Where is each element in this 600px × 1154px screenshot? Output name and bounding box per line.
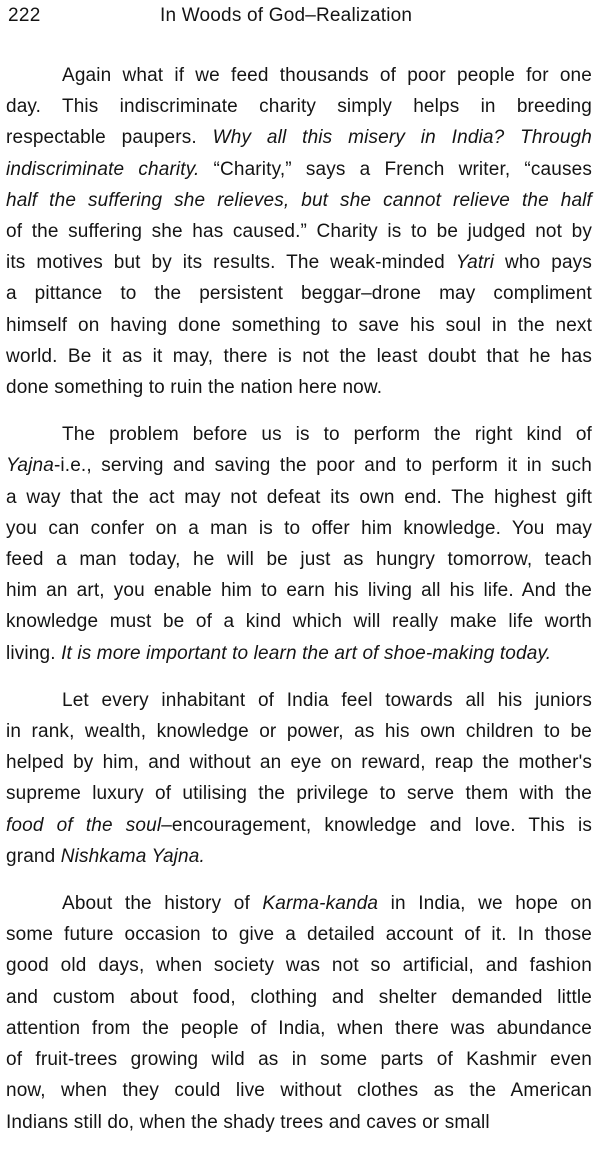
text-segment: and custom about food, clothing and shelter demanded little [6,986,592,1008]
text-segment: attention from the people of India, when there was abundance [6,1017,592,1039]
text-line [6,982,592,1013]
page-header [8,4,592,28]
text-line [6,91,592,122]
paragraph [6,685,592,872]
text-line [6,1075,592,1106]
text-line [6,60,592,91]
text-segment: “Charity,” says a French writer, “causes [199,158,593,180]
text-segment: supreme luxury of utilising the privilege to serve them with the [6,783,592,805]
text-segment: respectable paupers. [6,127,213,149]
text-segment: who pays [494,252,592,274]
text-line [6,778,592,809]
text-line [6,638,592,669]
text-line [6,575,592,606]
text-line [6,1013,592,1044]
italic-text: Karma-kanda [262,893,379,915]
text-line [6,888,592,919]
text-segment: him an art, you enable him to earn his living all his life. And the [6,580,592,602]
text-segment: some future occasion to give a detailed account of it. In those [6,924,592,946]
text-segment: of fruit-trees growing wild as in some parts of Kashmir even [6,1049,592,1071]
text-segment: knowledge must be of a kind which will really make life worth [6,611,592,633]
text-line [6,919,592,950]
page-number: 222 [8,5,41,26]
text-line [6,841,592,872]
text-segment: of the suffering she has caused.” Charity is to be judged not by [6,221,592,243]
text-line [6,685,592,716]
text-segment: helped by him, and without an eye on reward, reap the mother's [6,752,592,774]
text-segment: day. This indiscriminate charity simply helps in breeding [6,96,592,118]
running-title: In Woods of God–Realization [160,5,413,26]
paragraph [6,419,592,669]
text-segment: world. Be it as it may, there is not the least doubt that he has [6,345,592,367]
text-segment: a pittance to the persistent beggar–drone may compliment [6,283,592,305]
italic-text: Why all this misery in India? Through [212,127,592,149]
text-segment: good old days, when society was not so artificial, and fashion [6,955,592,977]
text-segment: done something to ruin the nation here now. [6,377,383,399]
text-segment: himself on having done something to save his soul in the next [6,314,592,336]
italic-text: food of the soul [6,814,162,836]
text-segment: –encouragement, knowledge and love. This is [161,814,592,836]
italic-text: half the suffering she relieves, but she cannot relieve the half [6,189,592,211]
text-segment: now, when they could live without clothes as the American [6,1080,592,1102]
text-line [6,154,592,185]
text-line [6,950,592,981]
text-segment: About the history of [62,893,263,915]
italic-text: indiscriminate charity. [6,158,200,180]
italic-text: Yajna [6,455,54,477]
italic-text: Yatri [455,252,495,274]
paragraph [6,60,592,403]
text-segment: Indians still do, when the shady trees and caves or small [6,1111,490,1133]
text-line [6,544,592,575]
text-line [6,185,592,216]
text-line [6,216,592,247]
text-segment: Again what if we feed thousands of poor people for one [62,65,592,86]
italic-text: Nishkama Yajna. [60,845,205,867]
text-segment: living. [6,642,62,664]
text-line [6,747,592,778]
text-line [6,1107,592,1138]
text-segment: its motives but by its results. The weak-minded [6,252,456,274]
text-segment: The problem before us is to perform the right kind of [62,424,592,446]
text-segment: feed a man today, he will be just as hungry tomorrow, teach [6,549,592,571]
text-line [6,716,592,747]
text-line [6,278,592,309]
text-segment: in rank, wealth, knowledge or power, as his own children to be [6,721,592,743]
text-line [6,310,592,341]
text-line [6,372,592,403]
text-line [6,247,592,278]
text-line [6,341,592,372]
text-segment: grand [6,845,61,867]
text-segment: a way that the act may not defeat its own end. The highest gift [6,486,592,508]
text-line [6,419,592,450]
text-segment: in India, we hope on [378,893,592,915]
text-segment: Let every inhabitant of India feel towards all his juniors [62,689,592,711]
text-line [6,810,592,841]
text-line [6,606,592,637]
text-line [6,450,592,481]
text-line [6,513,592,544]
text-line [6,1044,592,1075]
paragraph [6,888,592,1138]
text-segment: you can confer on a man is to offer him knowledge. You may [6,517,592,539]
text-line [6,122,592,153]
body-text [6,60,592,1154]
text-line [6,482,592,513]
text-segment: -i.e., serving and saving the poor and to perform it in such [53,455,592,477]
italic-text: It is more important to learn the art of shoe-making today. [61,642,552,664]
